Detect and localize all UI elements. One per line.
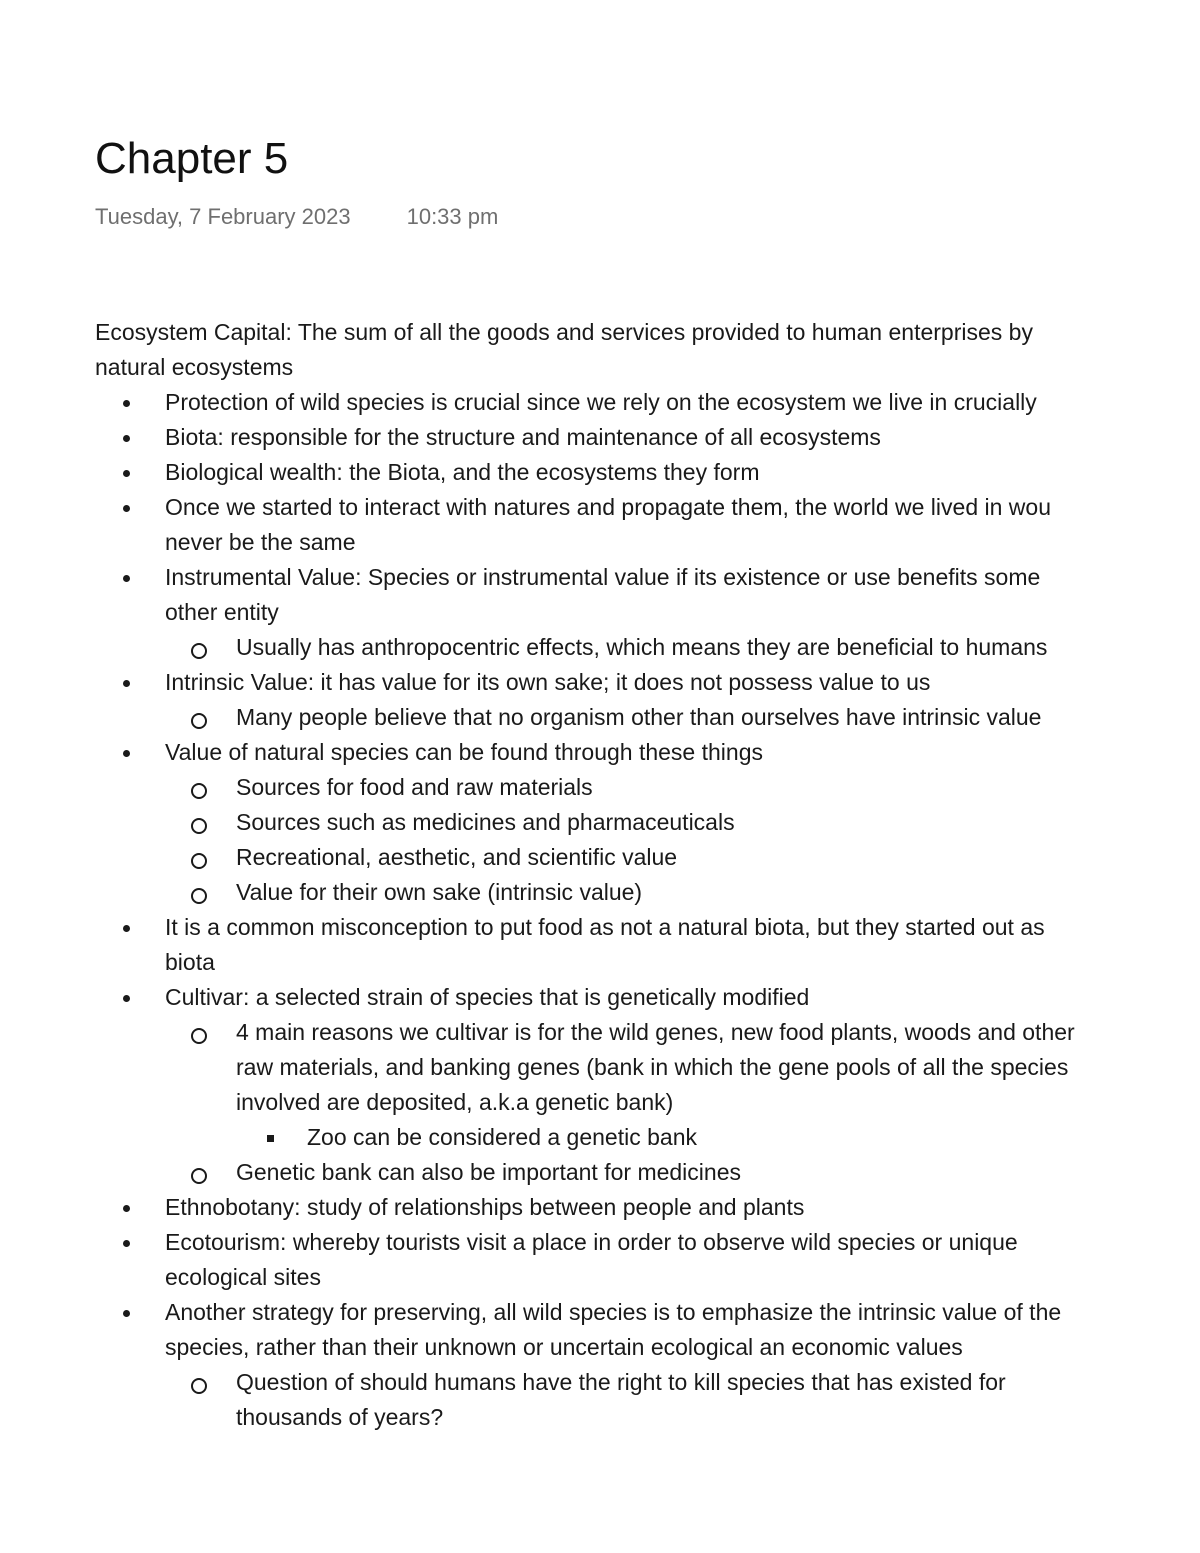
note-page [95,130,1200,1530]
list-item-text: Many people believe that no organism other than ourselves have intrinsic value [236,704,1042,730]
list-item [95,455,1200,490]
list-item [95,1260,1200,1295]
list-item-text: Sources such as medicines and pharmaceuticals [236,809,735,835]
list-item-text: Biological wealth: the Biota, and the ecosystems they form [165,459,760,485]
list-item-text: species, rather than their unknown or uncertain ecological an economic values [165,1334,963,1360]
page-title: Chapter 5 [95,134,289,183]
list-item-text: Protection of wild species is crucial since we rely on the ecosystem we live in crucially [165,389,1037,415]
list-item-text: Usually has anthropocentric effects, which means they are beneficial to humans [236,634,1048,660]
intro-paragraph-line-1: Ecosystem Capital: The sum of all the goods and services provided to human enterprises by [95,319,1033,345]
list-item [95,1400,1200,1435]
list-item [95,1365,1200,1400]
list-item [95,910,1200,945]
list-item-text: Intrinsic Value: it has value for its own sake; it does not possess value to us [165,669,931,695]
list-item [95,525,1200,560]
list-item [95,420,1200,455]
list-item-text: Instrumental Value: Species or instrumental value if its existence or use benefits some [165,564,1041,590]
list-item [95,1085,1200,1120]
list-item [95,875,1200,910]
list-item [95,665,1200,700]
page-time: 10:33 pm [406,204,499,229]
list-item [95,1330,1200,1365]
bullet-list [95,385,1200,1435]
list-item-text: ecological sites [165,1264,321,1290]
list-item-text: Genetic bank can also be important for medicines [236,1159,741,1185]
list-item [95,1295,1200,1330]
list-item-text: Another strategy for preserving, all wild species is to emphasize the intrinsic value of the [165,1299,1062,1325]
list-item [95,735,1200,770]
list-item [95,805,1200,840]
list-item [95,1120,1200,1155]
list-item-text: It is a common misconception to put food as not a natural biota, but they started out as [165,914,1045,940]
list-item-text: other entity [165,599,279,625]
list-item [95,945,1200,980]
list-item-text: Recreational, aesthetic, and scientific value [236,844,678,870]
page-date: Tuesday, 7 February 2023 [95,204,351,229]
list-item-text: Cultivar: a selected strain of species that is genetically modified [165,984,810,1010]
list-item [95,1015,1200,1050]
list-item-text: Ecotourism: whereby tourists visit a place in order to observe wild species or unique [165,1229,1018,1255]
list-item [95,770,1200,805]
list-item [95,1155,1200,1190]
list-item [95,595,1200,630]
list-item-text: Ethnobotany: study of relationships between people and plants [165,1194,805,1220]
list-item [95,630,1200,665]
list-item-text: Zoo can be considered a genetic bank [307,1124,697,1150]
list-item [95,1050,1200,1085]
list-item-text: Question of should humans have the right to kill species that has existed for [236,1369,1006,1395]
list-item [95,1225,1200,1260]
list-item-text: never be the same [165,529,356,555]
list-item [95,1190,1200,1225]
list-item [95,840,1200,875]
list-item-text: Sources for food and raw materials [236,774,593,800]
list-item-text: biota [165,949,215,975]
list-item [95,560,1200,595]
intro-paragraph-line-2: natural ecosystems [95,354,294,380]
list-item-text: involved are deposited, a.k.a genetic bank) [236,1089,674,1115]
page-timestamp [95,202,1200,232]
list-item-text: Value of natural species can be found through these things [165,739,763,765]
list-item [95,980,1200,1015]
note-body [95,315,1200,1435]
list-item-text: Biota: responsible for the structure and maintenance of all ecosystems [165,424,881,450]
list-item-text: Value for their own sake (intrinsic value) [236,879,643,905]
list-item-text: raw materials, and banking genes (bank in which the gene pools of all the species [236,1054,1069,1080]
list-item [95,700,1200,735]
list-item-text: 4 main reasons we cultivar is for the wild genes, new food plants, woods and other [236,1019,1075,1045]
list-item [95,385,1200,420]
list-item [95,490,1200,525]
list-item-text: thousands of years? [236,1404,444,1430]
list-item-text: Once we started to interact with natures and propagate them, the world we lived in wou [165,494,1051,520]
